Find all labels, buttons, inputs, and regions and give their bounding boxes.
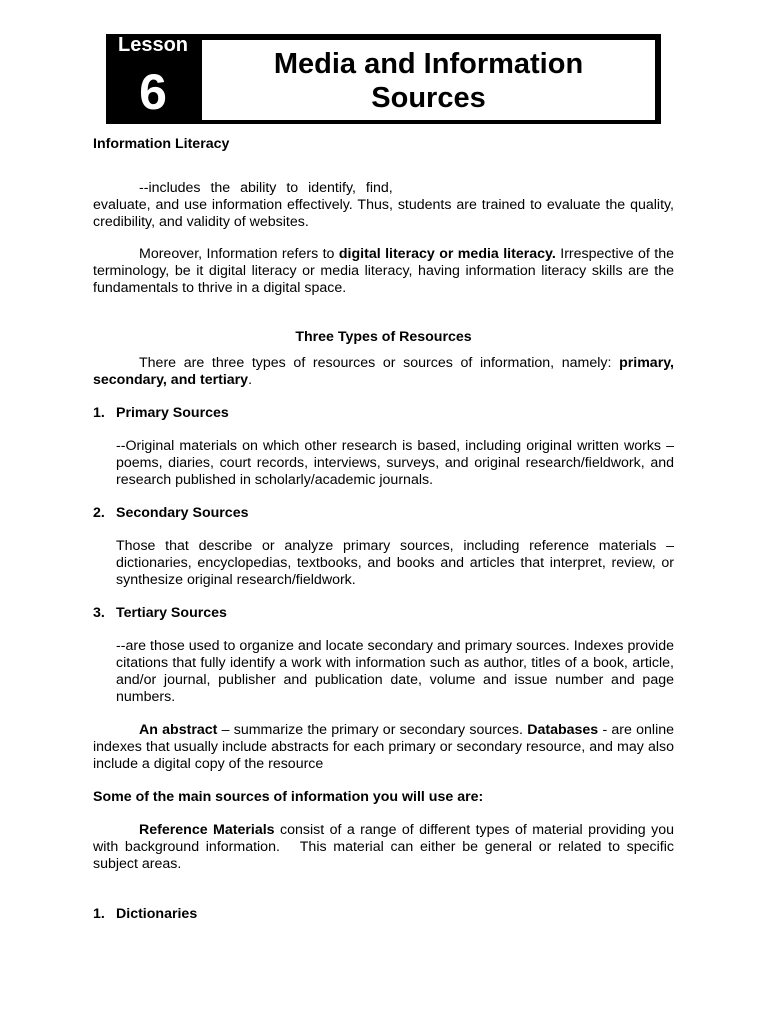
document-body — [93, 136, 678, 923]
list-item-title: Primary Sources — [116, 405, 229, 421]
secondary-sources-text: Those that describe or analyze primary sources, including reference materials – dictionaries, encyclopedias, textbooks, and books and articles that interpret, review, or synthesize original research/fieldwork. — [116, 538, 674, 588]
p4-mid: – summarize the primary or secondary sources. — [217, 722, 528, 738]
list-item-secondary — [93, 505, 674, 522]
list-item-dictionaries — [93, 906, 674, 923]
lesson-badge — [106, 34, 200, 124]
p4-rest: - are online indexes that usually include abstracts for each primary or secondary resource, and may also include a digital copy of the resource — [93, 722, 675, 772]
list-number: 3. — [93, 605, 105, 621]
lesson-label: Lesson — [117, 34, 189, 56]
p2-rest: Irrespective of the terminology, be it digital literacy or media literacy, having information literacy skills are the fundamentals to thrive in a digital space. — [93, 246, 674, 296]
digital-literacy-paragraph — [93, 246, 674, 297]
list-number: 1. — [93, 405, 105, 421]
info-literacy-heading: Information Literacy — [93, 136, 230, 152]
three-types-heading: Three Types of Resources — [295, 329, 472, 345]
list-item-tertiary — [93, 605, 674, 622]
lesson-header — [106, 34, 661, 124]
lesson-number: 6 — [139, 64, 167, 120]
list-number: 2. — [93, 505, 105, 521]
p3-end: . — [248, 372, 253, 388]
p4-bold-databases: Databases — [527, 722, 599, 738]
primary-sources-text: --Original materials on which other research is based, including original written works – poems, diaries, court records, interviews, surveys, and original research/fieldwork, and research published in scholarly/academic journals. — [116, 438, 674, 488]
p2-start: Moreover, Information refers to — [139, 246, 339, 262]
reference-materials-paragraph — [93, 822, 678, 873]
p1-rest: evaluate, and use information effectively. Thus, students are trained to evaluate the quality, credibility, and validity of websites. — [93, 197, 674, 230]
page-title: Media and Information Sources — [273, 48, 584, 114]
info-literacy-paragraph — [93, 180, 674, 231]
p2-bold: digital literacy or media literacy. — [338, 246, 556, 262]
list-item-title: Secondary Sources — [116, 505, 249, 521]
p3-bold: primary, secondary, and tertiary — [93, 355, 674, 388]
main-sources-heading: Some of the main sources of information you will use are: — [93, 789, 484, 805]
p3-start: There are three types of resources or sources of information, namely: — [139, 355, 620, 371]
list-number: 1. — [93, 906, 105, 922]
p5-rest: consist of a range of different types of material providing you with background information. This material can either be general or related to specific subject areas. — [93, 822, 678, 872]
list-item-title: Tertiary Sources — [116, 605, 227, 621]
p1-first-line: --includes the ability to identify, find, — [139, 180, 393, 196]
list-item-primary — [93, 405, 674, 422]
tertiary-sources-text: --are those used to organize and locate secondary and primary sources. Indexes provide citations that fully identify a work with information such as author, titles of a book, article, and/or journal, publisher and publication date, volume and issue number and page numbers. — [116, 638, 674, 705]
abstract-databases-paragraph — [93, 722, 674, 773]
title-box — [202, 40, 655, 120]
p5-bold: Reference Materials — [139, 822, 275, 838]
list-item-title: Dictionaries — [116, 906, 198, 922]
p4-bold-abstract: An abstract — [139, 722, 218, 738]
three-types-paragraph — [93, 355, 674, 389]
